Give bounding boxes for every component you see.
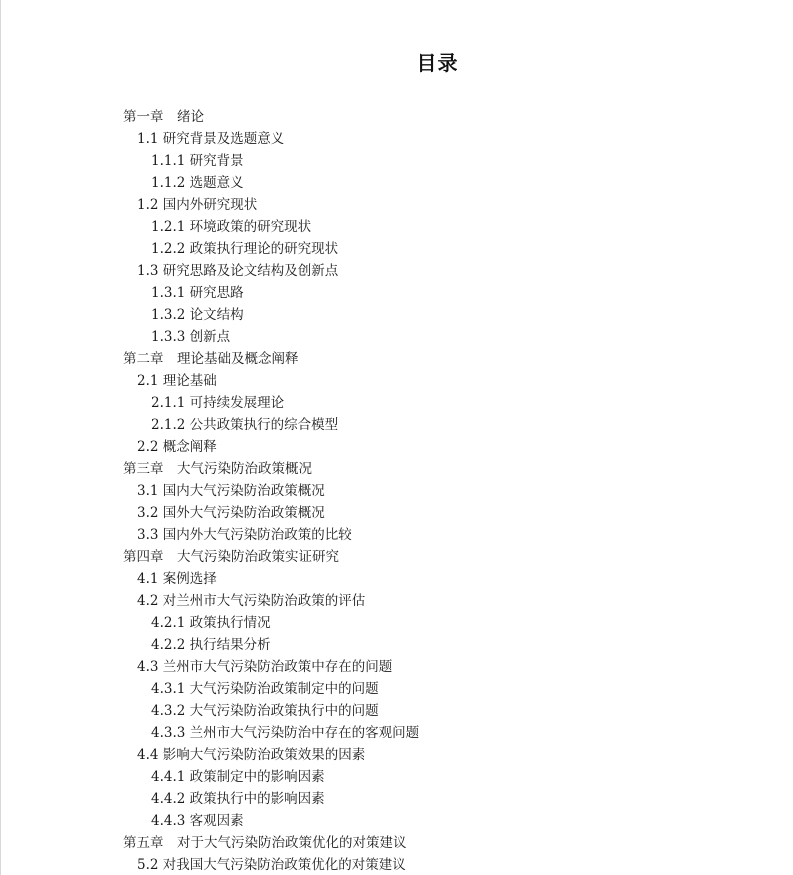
toc-subsection[interactable] [1, 722, 419, 744]
toc-subsection[interactable] [1, 326, 419, 348]
toc-subsection[interactable] [1, 172, 419, 194]
toc-subsection[interactable] [1, 634, 419, 656]
toc-section[interactable] [1, 854, 419, 875]
toc-entry-text: 4.3.3 兰州市大气污染防治中存在的客观问题 [151, 725, 420, 741]
toc-entry-text: 4.2.1 政策执行情况 [151, 615, 271, 631]
toc-entry-text: 5.2 对我国大气污染防治政策优化的对策建议 [137, 857, 406, 873]
toc-entry-text: 4.4.3 客观因素 [151, 813, 244, 829]
page-title: 目录 [416, 51, 459, 75]
toc-entry-text: 1.2 国内外研究现状 [137, 197, 258, 213]
toc-entry-text: 1.2.2 政策执行理论的研究现状 [151, 241, 339, 257]
toc-section[interactable] [1, 502, 419, 524]
toc-subsection[interactable] [1, 788, 419, 810]
toc-entry-text: 1.1.2 选题意义 [151, 175, 244, 191]
toc-chapter[interactable] [1, 348, 419, 370]
toc-chapter[interactable] [1, 106, 419, 128]
toc-entry-text: 4.2 对兰州市大气污染防治政策的评估 [137, 593, 366, 609]
toc-section[interactable] [1, 194, 419, 216]
toc-chapter[interactable] [1, 832, 419, 854]
toc-section[interactable] [1, 744, 419, 766]
toc-chapter[interactable] [1, 546, 419, 568]
toc-entry-text: 1.3 研究思路及论文结构及创新点 [137, 263, 339, 279]
toc-subsection[interactable] [1, 700, 419, 722]
toc-subsection[interactable] [1, 810, 419, 832]
toc-entry-text: 第一章 绪论 [123, 109, 204, 125]
toc-entry-text: 第五章 对于大气污染防治政策优化的对策建议 [123, 835, 407, 851]
toc-entry-text: 3.3 国内外大气污染防治政策的比较 [137, 527, 352, 543]
toc-entry-text: 2.1.1 可持续发展理论 [151, 395, 285, 411]
toc-section[interactable] [1, 128, 419, 150]
toc-subsection[interactable] [1, 766, 419, 788]
toc-entry-text: 4.2.2 执行结果分析 [151, 637, 271, 653]
toc-entry-text: 4.4.2 政策执行中的影响因素 [151, 791, 325, 807]
toc-entry-text: 4.3 兰州市大气污染防治政策中存在的问题 [137, 659, 393, 675]
toc-entry-text: 4.3.2 大气污染防治政策执行中的问题 [151, 703, 379, 719]
toc-entry-text: 4.3.1 大气污染防治政策制定中的问题 [151, 681, 379, 697]
table-of-contents [1, 106, 419, 875]
toc-subsection[interactable] [1, 150, 419, 172]
toc-entry-text: 3.1 国内大气污染防治政策概况 [137, 483, 325, 499]
toc-subsection[interactable] [1, 414, 419, 436]
toc-subsection[interactable] [1, 238, 419, 260]
toc-subsection[interactable] [1, 392, 419, 414]
toc-entry-text: 2.1 理论基础 [137, 373, 217, 389]
toc-section[interactable] [1, 480, 419, 502]
toc-entry-text: 第二章 理论基础及概念阐释 [123, 351, 299, 367]
toc-subsection[interactable] [1, 304, 419, 326]
toc-entry-text: 2.1.2 公共政策执行的综合模型 [151, 417, 339, 433]
toc-section[interactable] [1, 436, 419, 458]
toc-entry-text: 3.2 国外大气污染防治政策概况 [137, 505, 325, 521]
toc-entry-text: 1.2.1 环境政策的研究现状 [151, 219, 312, 235]
toc-section[interactable] [1, 590, 419, 612]
toc-section[interactable] [1, 656, 419, 678]
toc-section[interactable] [1, 568, 419, 590]
toc-entry-text: 2.2 概念阐释 [137, 439, 217, 455]
toc-entry-text: 1.3.2 论文结构 [151, 307, 244, 323]
toc-entry-text: 1.3.1 研究思路 [151, 285, 244, 301]
toc-entry-text: 1.1.1 研究背景 [151, 153, 244, 169]
toc-section[interactable] [1, 524, 419, 546]
toc-entry-text: 第四章 大气污染防治政策实证研究 [123, 549, 339, 565]
toc-entry-text: 4.4.1 政策制定中的影响因素 [151, 769, 325, 785]
toc-entry-text: 1.3.3 创新点 [151, 329, 231, 345]
toc-entry-text: 第三章 大气污染防治政策概况 [123, 461, 312, 477]
toc-section[interactable] [1, 260, 419, 282]
toc-subsection[interactable] [1, 282, 419, 304]
toc-chapter[interactable] [1, 458, 419, 480]
toc-subsection[interactable] [1, 216, 419, 238]
toc-entry-text: 4.1 案例选择 [137, 571, 217, 587]
toc-entry-text: 1.1 研究背景及选题意义 [137, 131, 285, 147]
toc-entry-text: 4.4 影响大气污染防治政策效果的因素 [137, 747, 366, 763]
toc-subsection[interactable] [1, 612, 419, 634]
toc-section[interactable] [1, 370, 419, 392]
toc-subsection[interactable] [1, 678, 419, 700]
